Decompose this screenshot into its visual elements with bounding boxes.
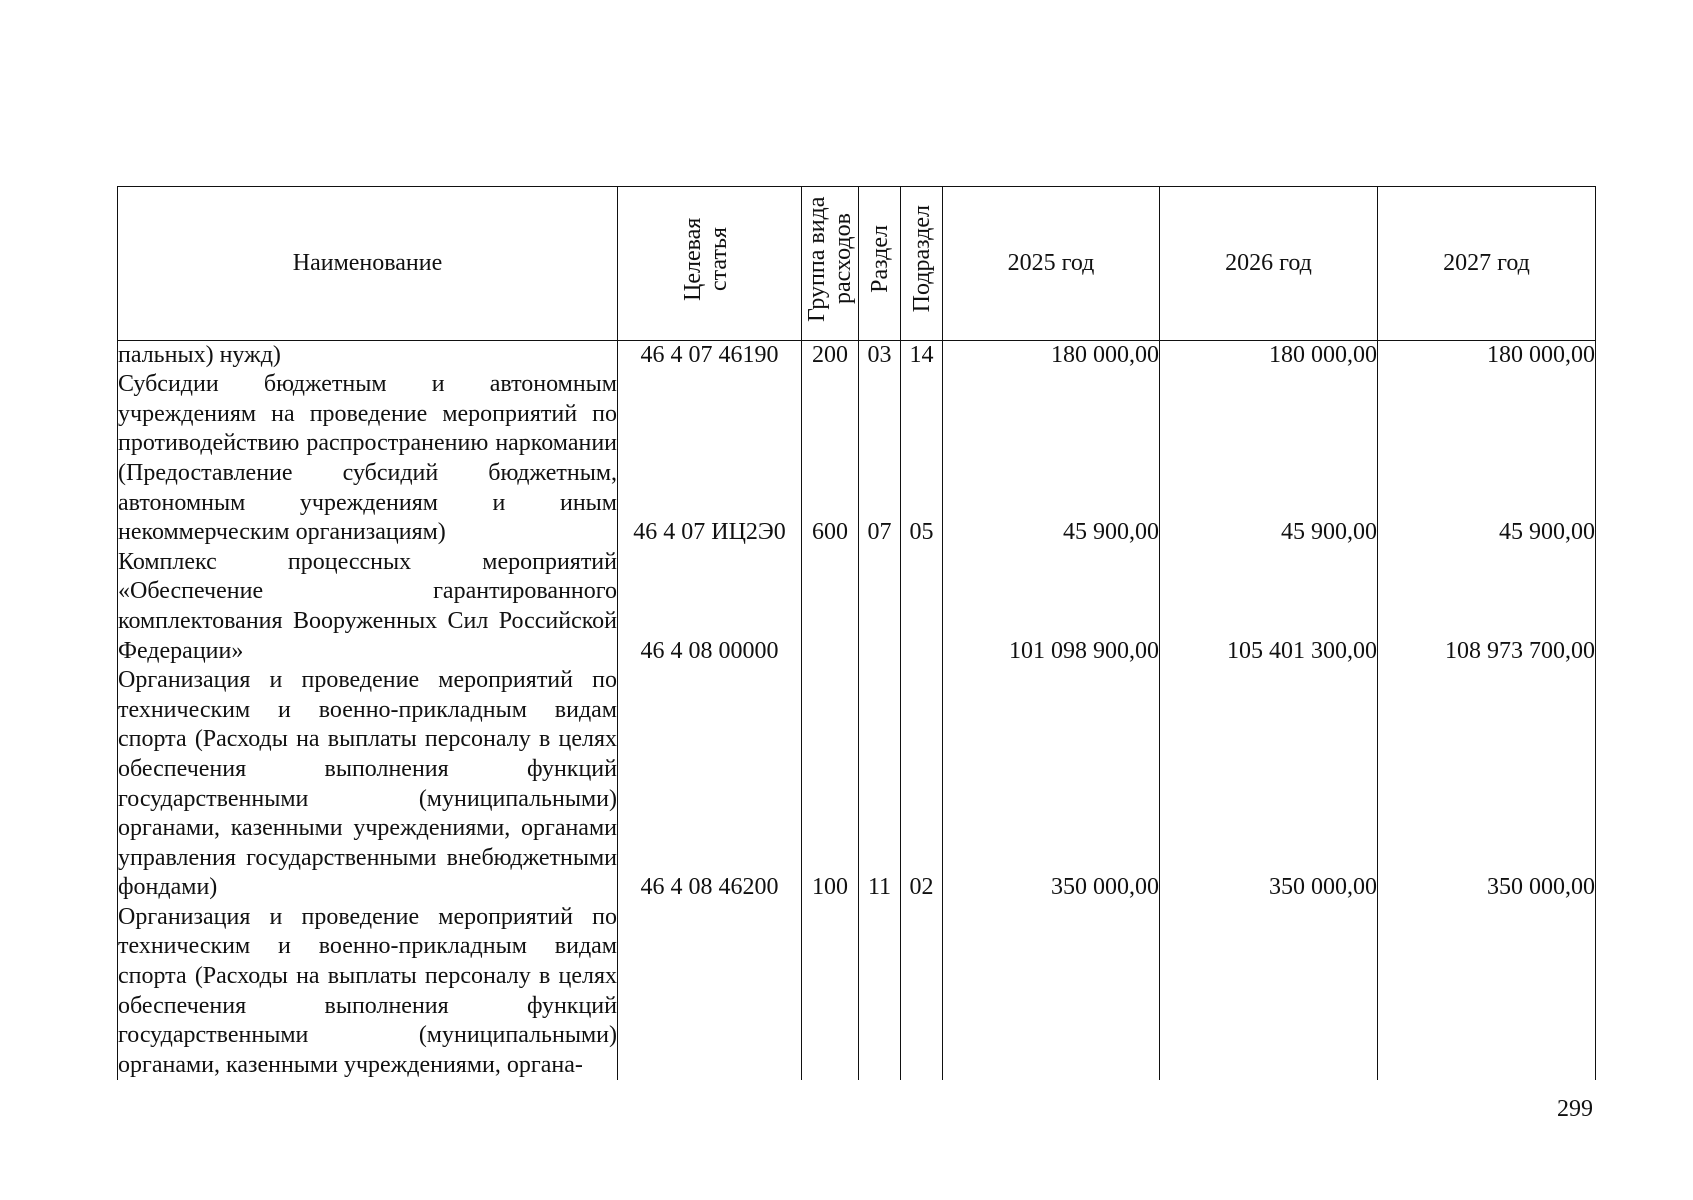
header-section-label: Раздел bbox=[866, 225, 893, 293]
header-target-label: Целевая статья bbox=[679, 217, 732, 301]
budget-table bbox=[117, 186, 1596, 1080]
page-number: 299 bbox=[1557, 1096, 1593, 1122]
row-code: 46 4 07 ИЦ2Э0 bbox=[618, 370, 802, 548]
row-2026 bbox=[1160, 903, 1378, 1081]
row-2027 bbox=[1378, 903, 1596, 1081]
row-2026: 105 401 300,00 bbox=[1160, 548, 1378, 666]
header-subsection bbox=[901, 187, 943, 341]
row-2025 bbox=[943, 903, 1160, 1081]
table-row bbox=[118, 666, 1596, 903]
row-section: 07 bbox=[859, 370, 901, 548]
row-group: 600 bbox=[802, 370, 859, 548]
table-row bbox=[118, 903, 1596, 1081]
row-2027: 45 900,00 bbox=[1378, 370, 1596, 548]
row-group: 200 bbox=[802, 340, 859, 370]
header-section bbox=[859, 187, 901, 341]
header-2025: 2025 год bbox=[943, 187, 1160, 341]
row-code: 46 4 08 46200 bbox=[618, 666, 802, 903]
header-2026: 2026 год bbox=[1160, 187, 1378, 341]
row-name: Субсидии бюджетным и автономным учреждениям на проведение мероприятий по противодействию распространению наркомании (Предоставление субсидий бюджетным, автономным учреждениям и иным некоммерческим организациям) bbox=[118, 370, 618, 548]
table-row bbox=[118, 548, 1596, 666]
row-group: 100 bbox=[802, 666, 859, 903]
row-code: 46 4 08 00000 bbox=[618, 548, 802, 666]
row-section bbox=[859, 903, 901, 1081]
header-group-label: Группа вида расходов bbox=[804, 196, 856, 322]
row-2025: 180 000,00 bbox=[943, 340, 1160, 370]
row-name: Комплекс процессных мероприятий «Обеспечение гарантированного комплектования Вооруженных Сил Российской Федерации» bbox=[118, 548, 618, 666]
row-section bbox=[859, 548, 901, 666]
row-subsection: 14 bbox=[901, 340, 943, 370]
row-subsection bbox=[901, 548, 943, 666]
header-target bbox=[618, 187, 802, 341]
row-2026: 180 000,00 bbox=[1160, 340, 1378, 370]
row-2025: 45 900,00 bbox=[943, 370, 1160, 548]
row-section: 03 bbox=[859, 340, 901, 370]
row-subsection bbox=[901, 903, 943, 1081]
row-code bbox=[618, 903, 802, 1081]
row-code: 46 4 07 46190 bbox=[618, 340, 802, 370]
table-row bbox=[118, 370, 1596, 548]
row-section: 11 bbox=[859, 666, 901, 903]
row-2026: 350 000,00 bbox=[1160, 666, 1378, 903]
row-group bbox=[802, 548, 859, 666]
row-group bbox=[802, 903, 859, 1081]
header-group bbox=[802, 187, 859, 341]
row-2027: 350 000,00 bbox=[1378, 666, 1596, 903]
row-2027: 108 973 700,00 bbox=[1378, 548, 1596, 666]
header-subsection-label: Подраздел bbox=[908, 205, 935, 313]
header-2027: 2027 год bbox=[1378, 187, 1596, 341]
row-name: Организация и проведение мероприятий по техническим и военно-прикладным видам спорта (Расходы на выплаты персоналу в целях обеспечения выполнения функций государственными (муниципальными) органами, казенными учреждениями, органа- bbox=[118, 903, 618, 1081]
row-2026: 45 900,00 bbox=[1160, 370, 1378, 548]
row-subsection: 05 bbox=[901, 370, 943, 548]
row-2027: 180 000,00 bbox=[1378, 340, 1596, 370]
row-name: Организация и проведение мероприятий по техническим и военно-прикладным видам спорта (Расходы на выплаты персоналу в целях обеспечения выполнения функций государственными (муниципальными) органами, казенными учреждениями, органами управления государственными внебюджетными фондами) bbox=[118, 666, 618, 903]
row-2025: 101 098 900,00 bbox=[943, 548, 1160, 666]
row-subsection: 02 bbox=[901, 666, 943, 903]
row-2025: 350 000,00 bbox=[943, 666, 1160, 903]
table-row bbox=[118, 340, 1596, 370]
table-header-row bbox=[118, 187, 1596, 341]
header-name: Наименование bbox=[118, 187, 618, 341]
row-name: пальных) нужд) bbox=[118, 340, 618, 370]
